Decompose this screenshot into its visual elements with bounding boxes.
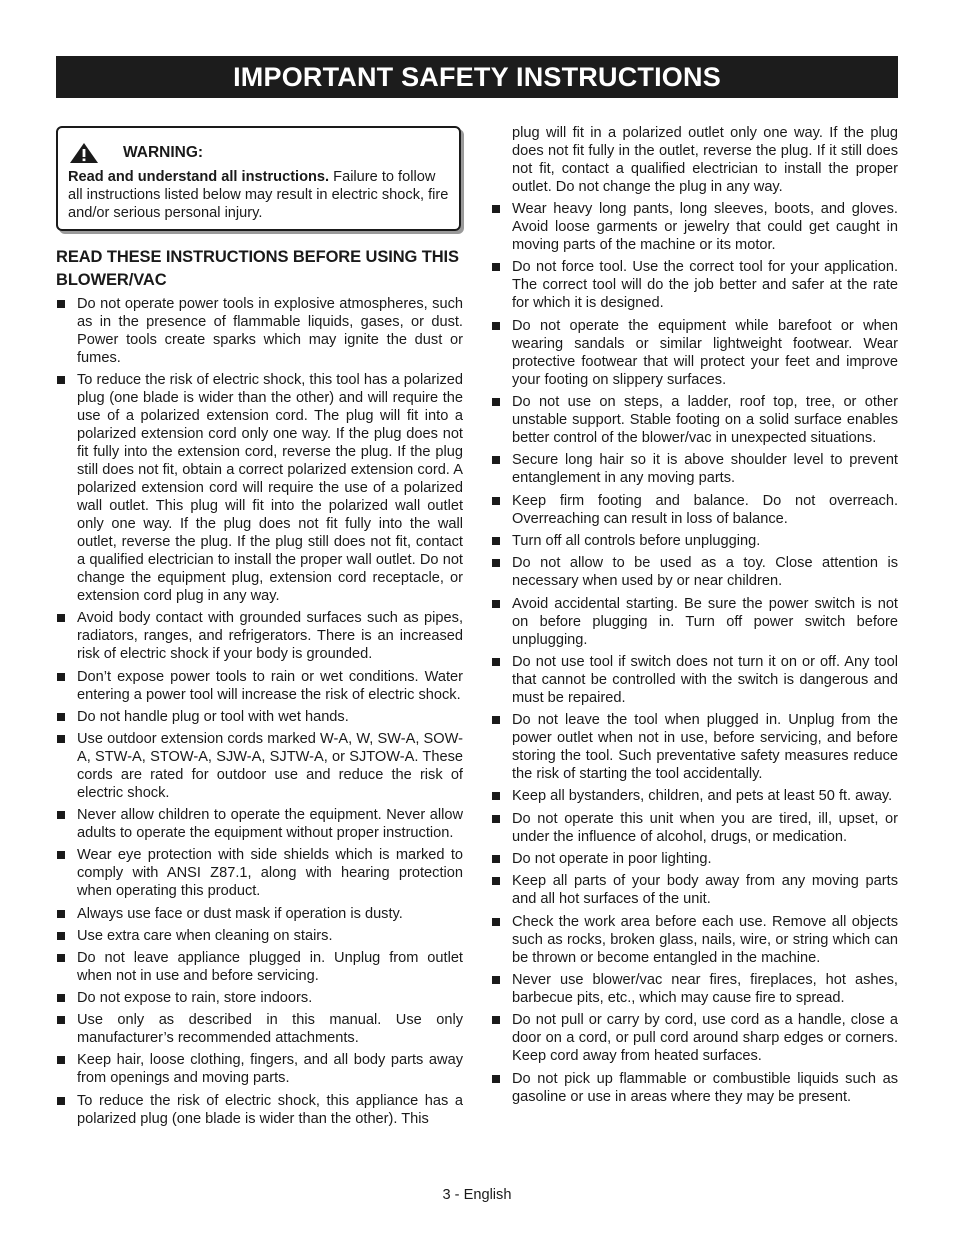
list-item: Use only as described in this manual. Use only manufacturer’s recommended attachments.: [56, 1011, 463, 1047]
page-number: 3 - English: [442, 1187, 512, 1203]
list-item: Never allow children to operate the equipment. Never allow adults to operate the equipment without proper instruction.: [56, 806, 463, 842]
list-item: Do not use on steps, a ladder, roof top, tree, or other unstable support. Stable footing on a solid surface enables better control of the blower/vac in unexpected situations.: [491, 393, 898, 447]
list-item: Do not expose to rain, store indoors.: [56, 989, 463, 1007]
list-item: Don’t expose power tools to rain or wet conditions. Water entering a power tool will increase the risk of electric shock.: [56, 668, 463, 704]
warning-triangle-icon: [69, 142, 99, 164]
list-item: Do not handle plug or tool with wet hands.: [56, 708, 463, 726]
warning-header: [68, 142, 449, 164]
list-item: Avoid accidental starting. Be sure the power switch is not on before plugging in. Turn off power switch before unplugging.: [491, 595, 898, 649]
list-item: Keep all parts of your body away from any moving parts and all hot surfaces of the unit.: [491, 872, 898, 908]
list-item: Do not operate this unit when you are tired, ill, upset, or under the influence of alcohol, drugs, or medication.: [491, 810, 898, 846]
right-instruction-list: [491, 200, 898, 1105]
list-item-continuation: plug will fit in a polarized outlet only one way. If the plug does not fit fully in the outlet, reverse the plug. If it still does not fit, contact a qualified electrician to install the proper outlet. Do not change the plug in any way.: [512, 125, 898, 195]
warning-body: Failure to follow all instructions listed below may result in electric shock, fire and/or serious personal injury.: [68, 169, 449, 221]
list-item: Do not allow to be used as a toy. Close attention is necessary when used by or near children.: [491, 554, 898, 590]
list-item: Use extra care when cleaning on stairs.: [56, 927, 463, 945]
list-item: Do not pick up flammable or combustible liquids such as gasoline or use in areas where they may be present.: [491, 1070, 898, 1106]
list-item: Check the work area before each use. Remove all objects such as rocks, broken glass, nails, wire, or string which can be thrown or become entangled in the machine.: [491, 913, 898, 967]
list-item: Do not operate in poor lighting.: [491, 850, 898, 868]
warning-text: [68, 168, 449, 222]
list-item: Do not use tool if switch does not turn it on or off. Any tool that cannot be controlled with the switch is dangerous and must be repaired.: [491, 653, 898, 707]
list-item: Use outdoor extension cords marked W-A, W, SW-A, SOW-A, STW-A, STOW-A, SJW-A, SJTW-A, or SJTOW-A. These cords are rated for outdoor use and reduce the risk of electric shock.: [56, 730, 463, 802]
list-item: Do not leave appliance plugged in. Unplug from outlet when not in use and before servicing.: [56, 949, 463, 985]
list-item: Never use blower/vac near fires, fireplaces, hot ashes, barbecue pits, etc., which may cause fire to spread.: [491, 971, 898, 1007]
warning-title: WARNING:: [123, 144, 204, 161]
list-item: To reduce the risk of electric shock, this tool has a polarized plug (one blade is wider than the other) and will require the use of a polarized extension cord. The plug will fit into a polarized extension cord only one way. If the plug does not fit fully into the extension cord, reverse the plug. If the plug still does not fit, obtain a correct polarized extension cord. A polarized extension cord will require the use of a polarized wall outlet. This plug will fit into the polarized wall outlet only one way. If the plug does not fit fully into the wall outlet, reverse the plug. If the plug still does not fit, contact a qualified electrician to install the proper wall outlet. Do not change the equipment plug, extension cord receptacle, or extension cord plug in any way.: [56, 371, 463, 605]
list-item: Wear eye protection with side shields which is marked to comply with ANSI Z87.1, along with hearing protection when operating this product.: [56, 846, 463, 900]
list-item: Do not leave the tool when plugged in. Unplug from the power outlet when not in use, before servicing, and before storing the tool. Such preventative safety measures reduce the risk of starting the tool accidentally.: [491, 711, 898, 783]
list-item: Turn off all controls before unplugging.: [491, 532, 898, 550]
list-item: Keep firm footing and balance. Do not overreach. Overreaching can result in loss of balance.: [491, 492, 898, 528]
warning-lead: Read and understand all instructions.: [68, 169, 330, 185]
list-item: Keep all bystanders, children, and pets at least 50 ft. away.: [491, 787, 898, 805]
section-title: READ THESE INSTRUCTIONS BEFORE USING THIS BLOWER/VAC: [56, 248, 459, 289]
page-title: IMPORTANT SAFETY INSTRUCTIONS: [56, 56, 898, 98]
list-item: Do not pull or carry by cord, use cord as a handle, close a door on a cord, or pull cord around sharp edges or corners. Keep cord away from heated surfaces.: [491, 1011, 898, 1065]
left-column: [56, 126, 463, 1132]
list-item: Avoid body contact with grounded surfaces such as pipes, radiators, ranges, and refrigerators. There is an increased risk of electric shock if your body is grounded.: [56, 609, 463, 663]
list-item: To reduce the risk of electric shock, this appliance has a polarized plug (one blade is wider than the other). This: [56, 1092, 463, 1128]
list-item: Do not operate the equipment while barefoot or when wearing sandals or similar lightweight footwear. Wear protective footwear that will protect your feet and improve your footing on slippery surfaces.: [491, 317, 898, 389]
list-item: Do not force tool. Use the correct tool for your application. The correct tool will do the job better and safer at the rate for which it is designed.: [491, 258, 898, 312]
list-item: Secure long hair so it is above shoulder level to prevent entanglement in any moving parts.: [491, 451, 898, 487]
left-instruction-list: [56, 295, 463, 1128]
list-item: Do not operate power tools in explosive atmospheres, such as in the presence of flammable liquids, gases, or dust. Power tools create sparks which may ignite the dust or fumes.: [56, 295, 463, 367]
warning-box: [56, 126, 461, 231]
right-column: [491, 124, 898, 1110]
list-item: Wear heavy long pants, long sleeves, boots, and gloves. Avoid loose garments or jewelry that could get caught in moving parts of the machine or its motor.: [491, 200, 898, 254]
list-item: Keep hair, loose clothing, fingers, and all body parts away from openings and moving parts.: [56, 1051, 463, 1087]
list-item: Always use face or dust mask if operation is dusty.: [56, 905, 463, 923]
